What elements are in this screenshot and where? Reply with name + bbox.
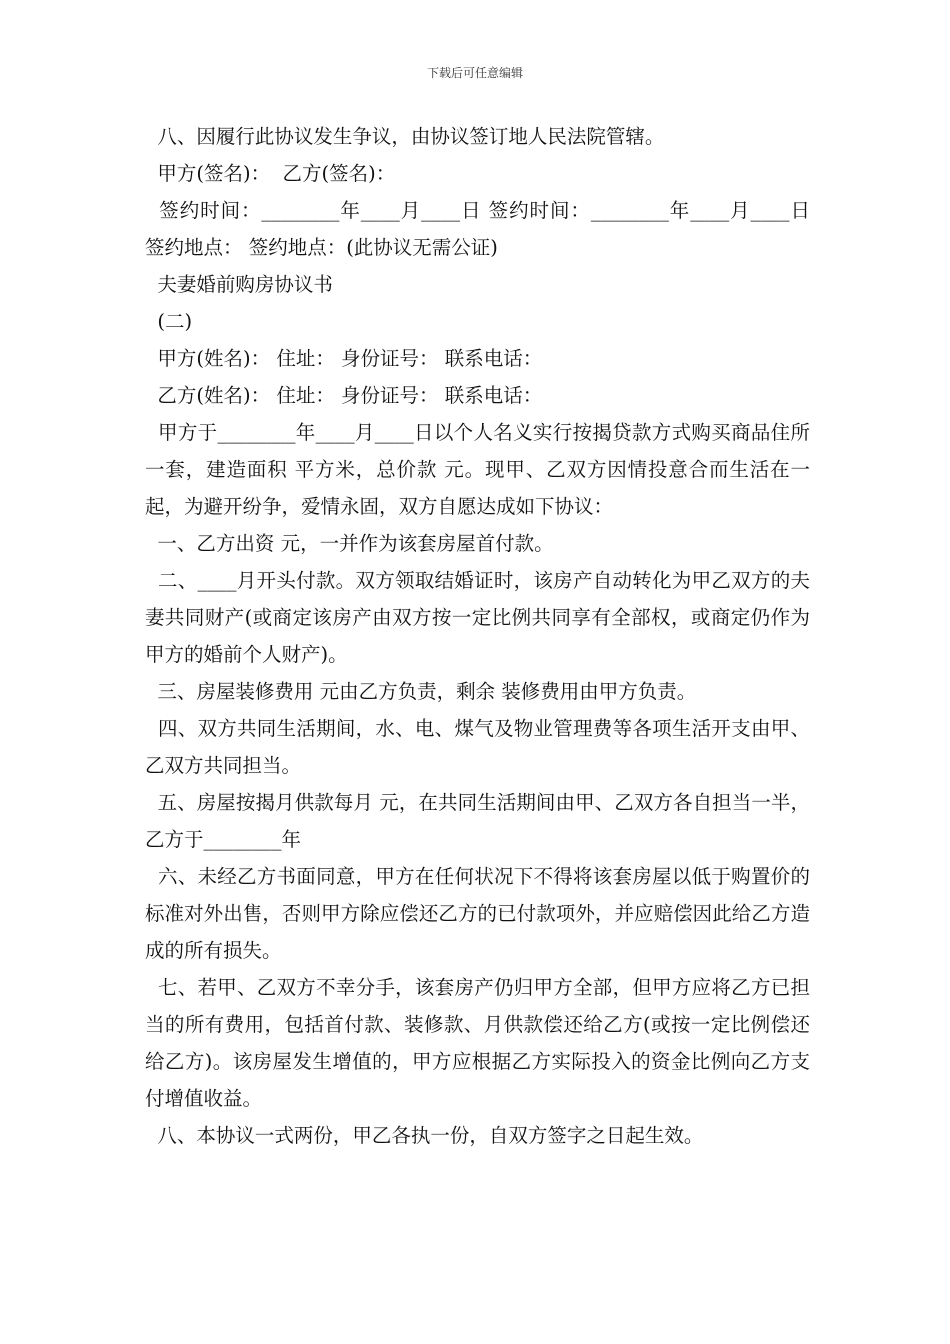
clause-8: 八、本协议一式两份，甲乙各执一份，自双方签字之日起生效。 — [145, 1124, 704, 1147]
preamble-paragraph: 甲方于________年____月____日以个人名义实行按揭贷款方式购买商品住所一套，建造面积 平方米，总价款 元。现甲、乙双方因情投意合而生活在一起，为避开纷争，爱情永固，双方自愿达成如下协议： — [145, 421, 810, 518]
page-header: 下载后可任意编辑 — [426, 66, 523, 80]
party-b-info: 乙方(姓名)： 住址： 身份证号： 联系电话： — [145, 384, 543, 407]
clause-1: 一、乙方出资 元，一并作为该套房屋首付款。 — [145, 532, 554, 555]
clause-2: 二、____月开头付款。双方领取结婚证时，该房产自动转化为甲乙双方的夫妻共同财产(或商定该房产由双方按一定比例共同享有全部权，或商定仍作为甲方的婚前个人财产)。 — [145, 569, 810, 666]
clause-7: 七、若甲、乙双方不幸分手，该套房产仍归甲方全部，但甲方应将乙方已担当的所有费用，包括首付款、装修款、月供款偿还给乙方(或按一定比例偿还给乙方)。该房屋发生增值的，甲方应根据乙方实际投入的资金比例向乙方支付增值收益。 — [145, 976, 810, 1110]
agreement-title: 夫妻婚前购房协议书 — [145, 273, 333, 296]
party-a-info: 甲方(姓名)： 住址： 身份证号： 联系电话： — [145, 347, 543, 370]
signature-line: 甲方(签名)： 乙方(签名)： — [145, 162, 396, 185]
clause-5: 五、房屋按揭月供款每月 元，在共同生活期间由甲、乙双方各自担当一半，乙方于________年 — [145, 791, 810, 851]
clause-dispute: 八、因履行此协议发生争议，由协议签订地人民法院管辖。 — [145, 125, 665, 148]
signing-time-place: 签约时间：________年____月____日 签约时间：________年____月____日 签约地点： 签约地点：(此协议无需公证) — [145, 199, 817, 259]
agreement-subtitle: (二) — [145, 310, 193, 333]
clause-6: 六、未经乙方书面同意，甲方在任何状况下不得将该套房屋以低于购置价的标准对外出售，否则甲方除应偿还乙方的已付款项外，并应赔偿因此给乙方造成的所有损失。 — [145, 865, 810, 962]
document-body — [145, 118, 817, 1154]
clause-4: 四、双方共同生活期间，水、电、煤气及物业管理费等各项生活开支由甲、乙双方共同担当。 — [145, 717, 810, 777]
clause-3: 三、房屋装修费用 元由乙方负责，剩余 装修费用由甲方负责。 — [145, 680, 697, 703]
